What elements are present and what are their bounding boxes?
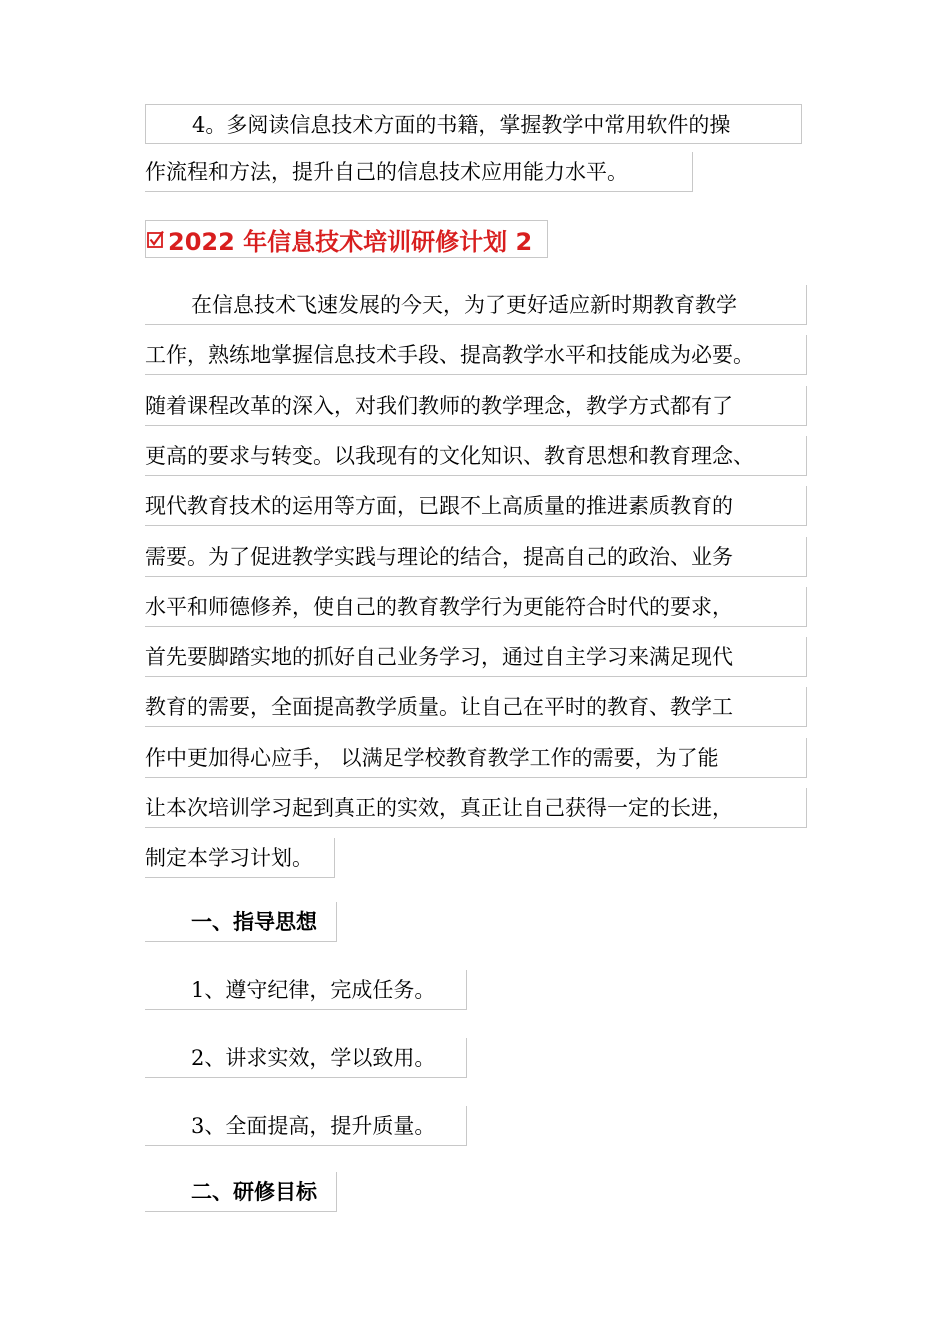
- intro-line: 现代教育技术的运用等方面，已跟不上高质量的推进素质教育的: [145, 486, 807, 526]
- checkbox-checked-icon: [147, 230, 165, 248]
- section-title-text: 2022 年信息技术培训研修计划 2: [168, 227, 533, 256]
- intro-line: 作中更加得心应手， 以满足学校教育教学工作的需要，为了能: [145, 738, 807, 778]
- intro-line: 教育的需要，全面提高教学质量。让自己在平时的教育、教学工: [145, 687, 807, 727]
- intro-line: 让本次培训学习起到真正的实效，真正让自己获得一定的长进，: [145, 788, 807, 828]
- intro-line: 水平和师德修养，使自己的教育教学行为更能符合时代的要求，: [145, 587, 807, 627]
- guiding-item-1: 1、遵守纪律，完成任务。: [145, 970, 467, 1010]
- intro-line: 随着课程改革的深入，对我们教师的教学理念，教学方式都有了: [145, 386, 807, 426]
- intro-line: 工作，熟练地掌握信息技术手段、提高教学水平和技能成为必要。: [145, 335, 807, 375]
- guiding-item-3: 3、全面提高，提升质量。: [145, 1106, 467, 1146]
- intro-line: 在信息技术飞速发展的今天，为了更好适应新时期教育教学: [145, 285, 807, 325]
- section-title: [145, 220, 548, 258]
- top-item-line-2: 作流程和方法，提升自己的信息技术应用能力水平。: [145, 152, 693, 192]
- intro-line: 需要。为了促进教学实践与理论的结合，提高自己的政治、业务: [145, 537, 807, 577]
- intro-line: 更高的要求与转变。以我现有的文化知识、教育思想和教育理念、: [145, 436, 807, 476]
- intro-line: 制定本学习计划。: [145, 838, 335, 878]
- heading-training-goal: 二、研修目标: [145, 1172, 337, 1212]
- guiding-item-2: 2、讲求实效，学以致用。: [145, 1038, 467, 1078]
- heading-guiding-thought: 一、指导思想: [145, 902, 337, 942]
- top-item-line-1: 4。多阅读信息技术方面的书籍，掌握教学中常用软件的操: [145, 104, 802, 144]
- intro-line: 首先要脚踏实地的抓好自己业务学习，通过自主学习来满足现代: [145, 637, 807, 677]
